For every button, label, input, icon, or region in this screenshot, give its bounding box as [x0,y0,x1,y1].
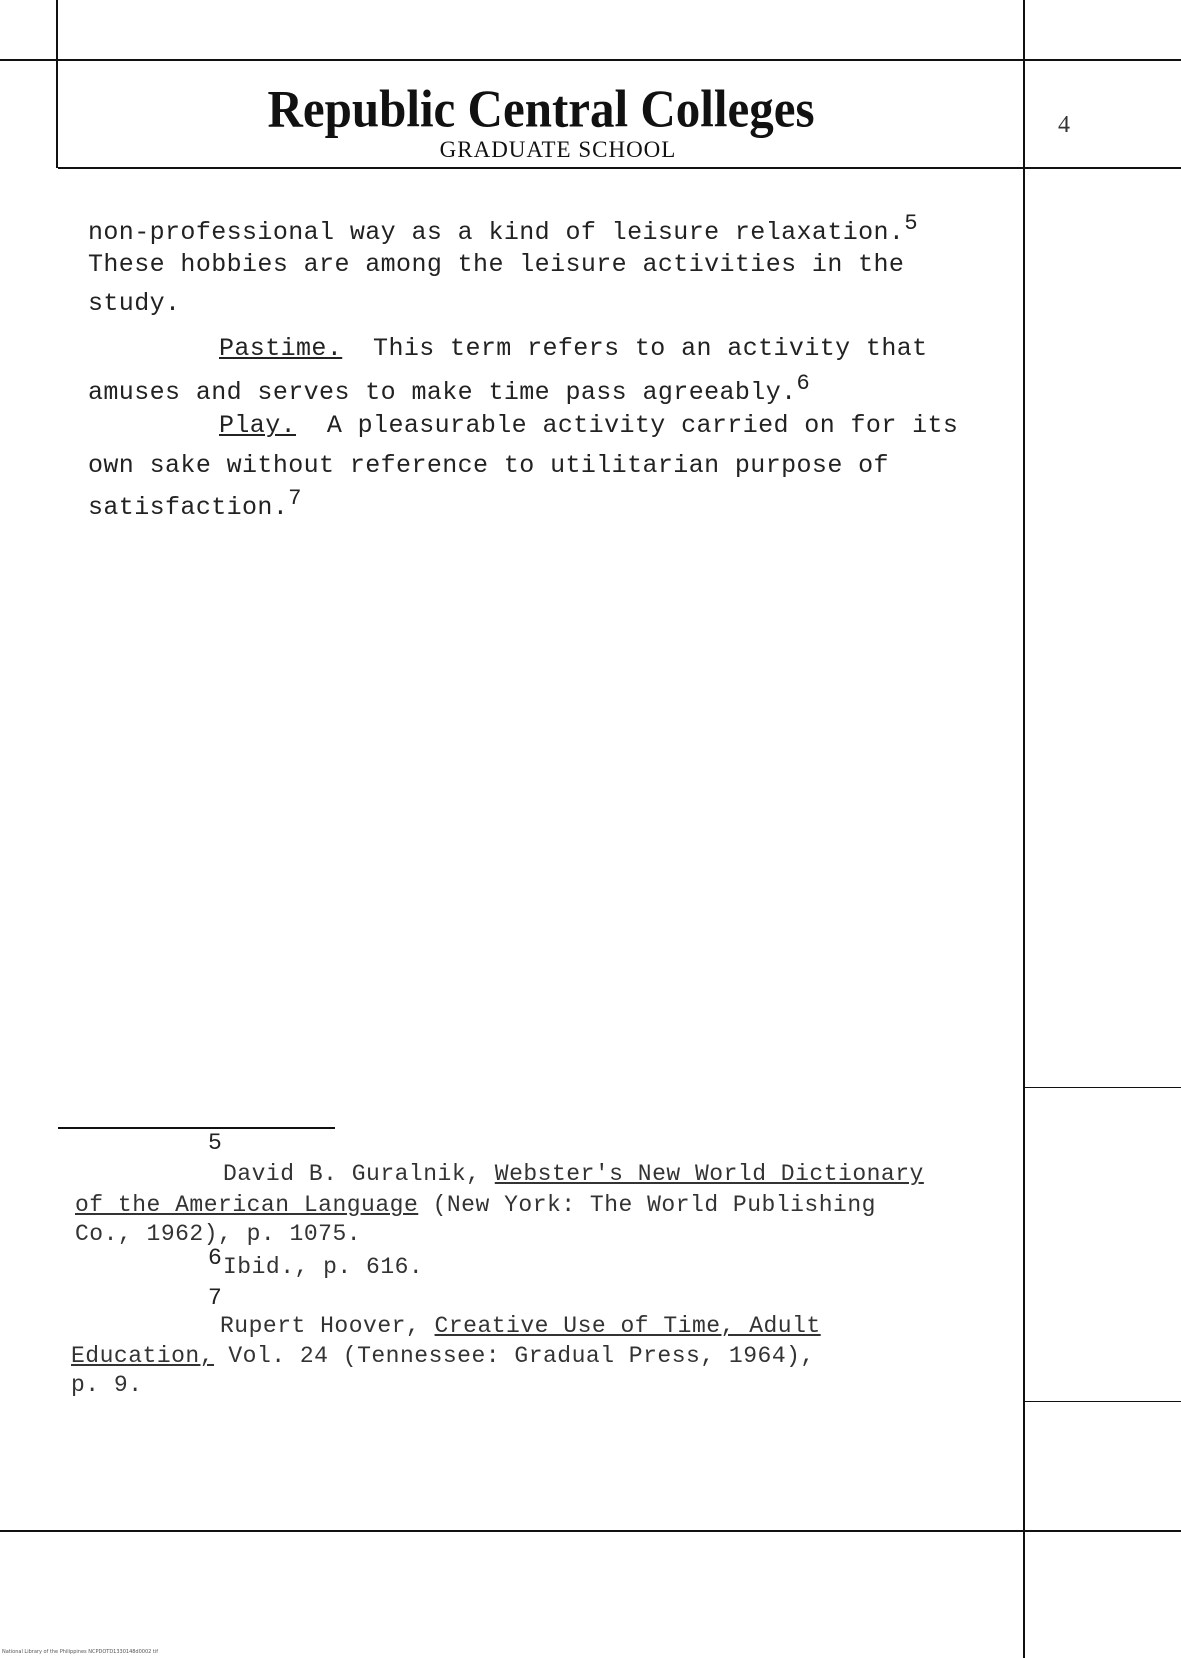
footnote-7-line-3 [71,1372,143,1398]
footnote-5-line-2 [75,1192,876,1218]
body-text: study. [88,289,181,318]
body-text: non-professional way as a kind of leisure relaxation. [88,218,905,247]
footnote-5-line-3 [75,1221,361,1247]
page-title: Republic Central Colleges [267,78,815,139]
right-margin-rule [1023,0,1025,1658]
body-line-1 [88,211,918,247]
body-line-2 [88,250,904,279]
body-text: A pleasurable activity carried on for its [326,411,959,440]
body-line-5 [88,371,810,407]
footnote-text: Co., 1962), p. 1075. [75,1221,362,1247]
bottom-rule [0,1530,1181,1532]
header-bottom-rule [58,167,1181,169]
footnote-5-line-1 [223,1161,924,1187]
footnote-marker-5: 5 [904,211,918,236]
footnote-7-line-1 [220,1313,821,1339]
page-number: 4 [1058,112,1070,138]
term-pastime: Pastime. [219,334,343,363]
body-text: own sake without reference to utilitarian purpose of [88,451,889,480]
top-rule [0,59,1181,61]
term-play: Play. [219,411,297,440]
footnote-text: Vol. 24 (Tennessee: Gradual Press, 1964), [228,1343,815,1369]
footnote-number-5: 5 [208,1130,222,1156]
body-text: amuses and serves to make time pass agreeably. [88,378,797,407]
footnote-author: David B. Guralnik, [223,1161,481,1187]
body-line-6 [219,411,958,440]
footnote-text: (New York: The World Publishing [432,1192,876,1218]
footnote-title: Creative Use of Time, Adult [434,1313,821,1339]
footnote-number-7: 7 [208,1285,222,1311]
body-line-8 [88,486,302,522]
body-line-3 [88,289,180,318]
body-text: These hobbies are among the leisure activities in the [88,250,905,279]
scan-footer-note: National Library of the Philippines NCPDOTD1330148d0002 tif [2,1649,159,1655]
footnote-marker-7: 7 [288,486,302,511]
body-line-7 [88,451,889,480]
footnote-title: Education, [71,1343,215,1369]
body-line-4 [219,334,928,363]
footnote-title: of the American Language [75,1192,419,1218]
right-column-rule-2 [1025,1401,1181,1402]
footnote-author: Rupert Hoover, [220,1313,421,1339]
footnote-title: Webster's New World Dictionary [494,1161,924,1187]
body-text: This term refers to an activity that [373,334,928,363]
footnote-separator [58,1127,335,1129]
footnote-7-line-2 [71,1343,815,1369]
right-column-rule-1 [1025,1087,1181,1088]
footnote-6-line-1 [223,1254,423,1280]
footnote-text: p. 9. [71,1372,143,1398]
footnote-text: Ibid., p. 616. [223,1254,424,1280]
footnote-marker-6: 6 [796,371,811,396]
footnote-number-6: 6 [208,1245,222,1271]
body-text: satisfaction. [88,493,289,522]
page-subtitle: GRADUATE SCHOOL [439,137,677,162]
